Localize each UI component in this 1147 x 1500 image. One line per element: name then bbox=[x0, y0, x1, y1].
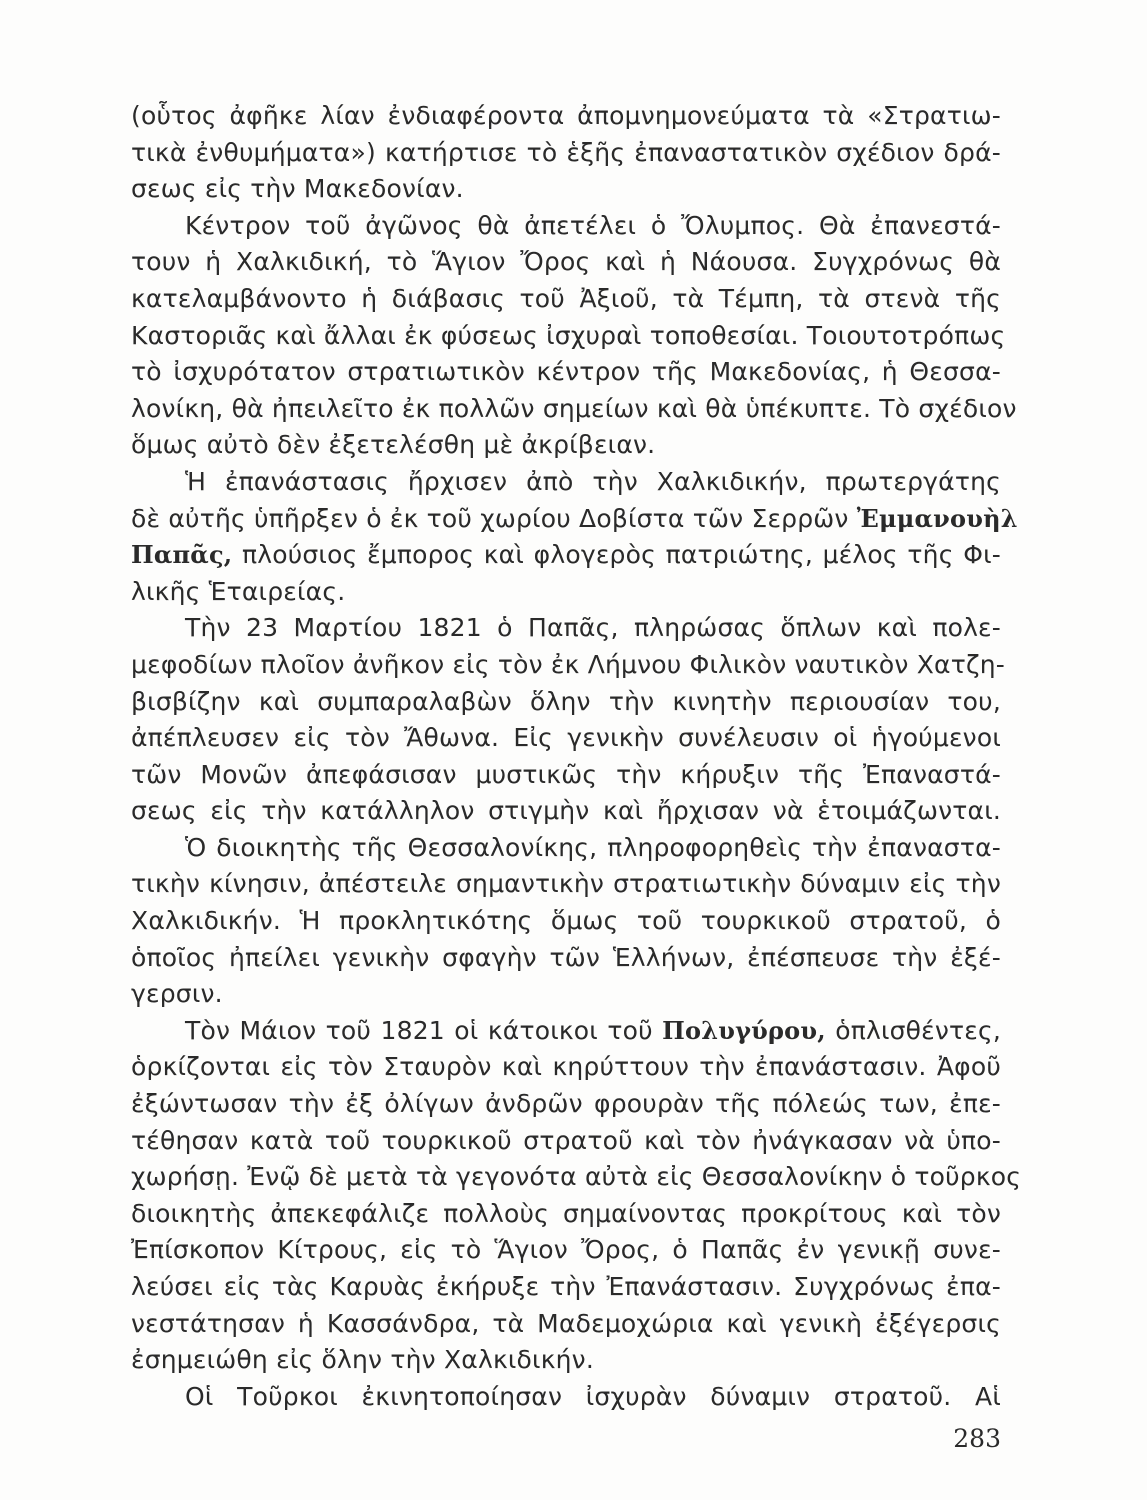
text-line: λονίκη, θὰ ἠπειλεῖτο ἐκ πολλῶν σημείων καὶ θὰ ὑπέκυπτε. Τὸ σχέδιον bbox=[131, 393, 1017, 423]
text-line: σεως εἰς τὴν Μακεδονίαν. bbox=[131, 174, 464, 204]
text-line bbox=[131, 537, 1001, 574]
text-line: (οὗτος ἀφῆκε λίαν ἐνδιαφέροντα ἀπομνημονεύματα τὰ «Στρατιω- bbox=[131, 101, 1001, 130]
bold-name: Παπᾶς, bbox=[131, 540, 233, 570]
text-line: νεστάτησαν ἡ Κασσάνδρα, τὰ Μαδεμοχώρια καὶ γενικὴ ἐξέγερσις bbox=[131, 1308, 1001, 1338]
text-line: μεφοδίων πλοῖον ἀνῆκον εἰς τὸν ἐκ Λήμνου Φιλικὸν ναυτικὸν Χατζη- bbox=[131, 649, 1006, 679]
text-line: Κέντρον τοῦ ἀγῶνος θὰ ἀπετέλει ὁ Ὄλυμπος. Θὰ ἐπανεστά- bbox=[185, 210, 1001, 240]
text-line: σεως εἰς τὴν κατάλληλον στιγμὴν καὶ ἤρχισαν νὰ ἑτοιμάζωνται. bbox=[131, 796, 1001, 826]
text-line: Καστοριᾶς καὶ ἄλλαι ἐκ φύσεως ἰσχυραὶ τοποθεσίαι. Τοιουτοτρόπως bbox=[131, 320, 1006, 350]
text-line: ἐξώντωσαν τὴν ἐξ ὀλίγων ἀνδρῶν φρουρὰν τῆς πόλεώς των, ἐπε- bbox=[131, 1089, 1001, 1119]
text-line: διοικητὴς ἀπεκεφάλιζε πολλοὺς σημαίνοντας προκρίτους καὶ τὸν bbox=[131, 1198, 1001, 1228]
text-line: ὁρκίζονται εἰς τὸν Σταυρὸν καὶ κηρύττουν τὴν ἐπανάστασιν. Ἀφοῦ bbox=[131, 1052, 1001, 1082]
text-line: Ἡ ἐπανάστασις ἤρχισεν ἀπὸ τὴν Χαλκιδικήν, πρωτεργάτης bbox=[185, 466, 1001, 496]
text-line: ὁποῖος ἠπείλει γενικὴν σφαγὴν τῶν Ἑλλήνων, ἐπέσπευσε τὴν ἐξέ- bbox=[131, 942, 1001, 972]
text-line: τὸ ἰσχυρότατον στρατιωτικὸν κέντρον τῆς Μακεδονίας, ἡ Θεσσα- bbox=[131, 357, 1001, 387]
text-line: λεύσει εἰς τὰς Καρυὰς ἐκήρυξε τὴν Ἐπανάστασιν. Συγχρόνως ἐπα- bbox=[131, 1272, 1001, 1301]
text-line: ἐσημειώθη εἰς ὅλην τὴν Χαλκιδικήν. bbox=[131, 1345, 594, 1375]
line-segment: δὲ αὐτῆς ὑπῆρξεν ὁ ἐκ τοῦ χωρίου Δοβίστα τῶν Σερρῶν bbox=[131, 503, 849, 533]
bold-name: Ἐμμανουὴλ bbox=[856, 503, 1018, 533]
text-line: Ἐπίσκοπον Κίτρους, εἰς τὸ Ἅγιον Ὄρος, ὁ Παπᾶς ἐν γενικῇ συνε- bbox=[131, 1235, 1001, 1265]
text-line: βισβίζην καὶ συμπαραλαβὼν ὅλην τὴν κινητὴν περιουσίαν του, bbox=[131, 686, 1001, 716]
text-line: κατελαμβάνοντο ἡ διάβασις τοῦ Ἀξιοῦ, τὰ Τέμπη, τὰ στενὰ τῆς bbox=[131, 283, 1001, 313]
text-line: Οἱ Τοῦρκοι ἐκινητοποίησαν ἰσχυρὰν δύναμιν στρατοῦ. Αἱ bbox=[185, 1381, 1001, 1411]
line-segment: Τὸν Μάιον τοῦ 1821 οἱ κάτοικοι τοῦ bbox=[185, 1015, 653, 1045]
text-line: ὅμως αὐτὸ δὲν ἐξετελέσθη μὲ ἀκρίβειαν. bbox=[131, 430, 656, 460]
text-line: ἀπέπλευσεν εἰς τὸν Ἄθωνα. Εἰς γενικὴν συνέλευσιν οἱ ἡγούμενοι bbox=[131, 723, 1001, 753]
text-line: Χαλκιδικήν. Ἡ προκλητικότης ὅμως τοῦ τουρκικοῦ στρατοῦ, ὁ bbox=[131, 906, 1001, 936]
line-segment: ὁπλισθέντες, bbox=[835, 1015, 1002, 1045]
text-line bbox=[131, 1013, 1001, 1050]
page-number: 283 bbox=[953, 1424, 1001, 1453]
text-line: τῶν Μονῶν ἀπεφάσισαν μυστικῶς τὴν κήρυξιν τῆς Ἐπαναστά- bbox=[131, 759, 1001, 789]
line-segment: πλούσιος ἔμπορος καὶ φλογερὸς πατριώτης, μέλος τῆς Φι- bbox=[241, 540, 1001, 570]
bold-place: Πολυγύρου, bbox=[662, 1015, 826, 1045]
text-line: τικὴν κίνησιν, ἀπέστειλε σημαντικὴν στρατιωτικὴν δύναμιν εἰς τὴν bbox=[131, 869, 1001, 899]
text-line: λικῆς Ἑταιρείας. bbox=[131, 576, 346, 606]
body-text bbox=[131, 98, 1022, 1415]
text-line: τικὰ ἐνθυμήματα») κατήρτισε τὸ ἑξῆς ἐπαναστατικὸν σχέδιον δρά- bbox=[131, 137, 1001, 167]
text-line: Τὴν 23 Μαρτίου 1821 ὁ Παπᾶς, πληρώσας ὅπλων καὶ πολε- bbox=[185, 613, 1001, 643]
text-line: τουν ἡ Χαλκιδική, τὸ Ἅγιον Ὄρος καὶ ἡ Νάουσα. Συγχρόνως θὰ bbox=[131, 247, 1001, 277]
text-line bbox=[131, 501, 1018, 538]
text-line: Ὁ διοικητὴς τῆς Θεσσαλονίκης, πληροφορηθεὶς τὴν ἐπαναστα- bbox=[185, 832, 1001, 862]
text-line: γερσιν. bbox=[131, 979, 223, 1009]
text-line: τέθησαν κατὰ τοῦ τουρκικοῦ στρατοῦ καὶ τὸν ἠνάγκασαν νὰ ὑπο- bbox=[131, 1125, 1001, 1155]
text-line: χωρήσῃ. Ἐνῷ δὲ μετὰ τὰ γεγονότα αὐτὰ εἰς Θεσσαλονίκην ὁ τοῦρκος bbox=[131, 1162, 1022, 1192]
